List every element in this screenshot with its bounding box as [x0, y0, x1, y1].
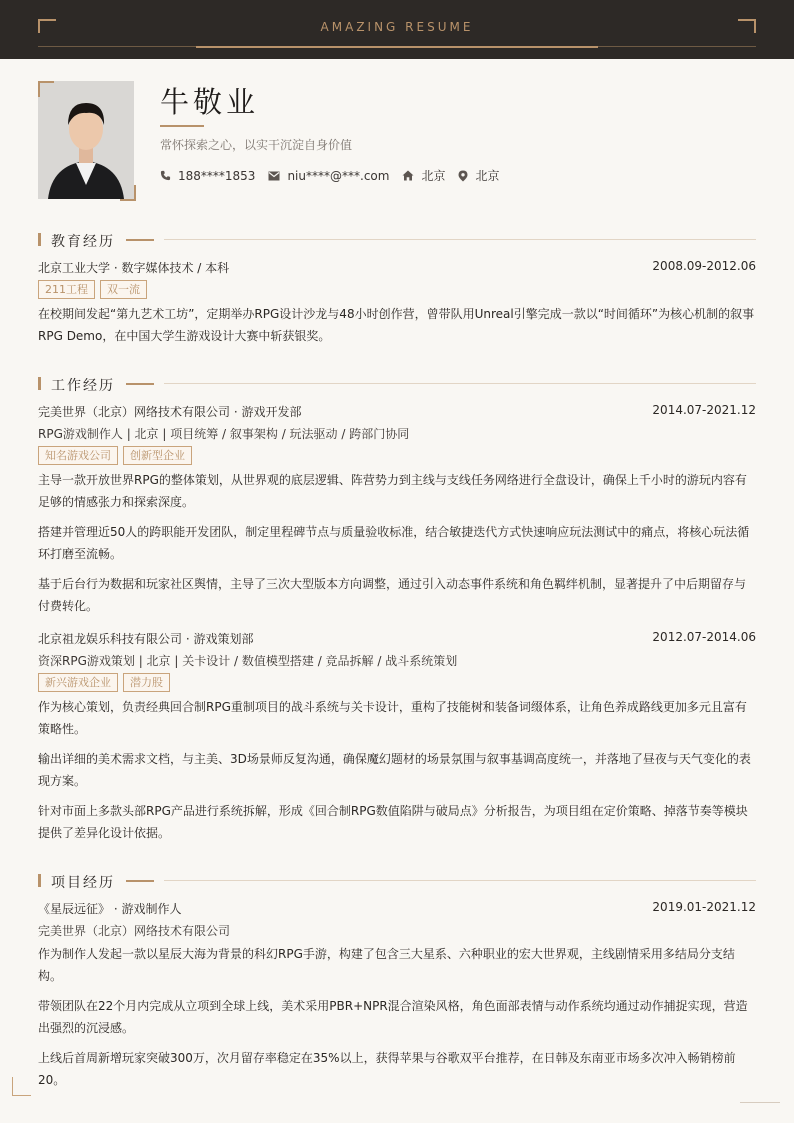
project-date: 2019.01-2021.12 [652, 900, 756, 914]
home-icon [402, 170, 414, 181]
tag: 潜力股 [123, 673, 170, 692]
portrait-illustration [38, 81, 134, 199]
section-header-projects [38, 872, 756, 891]
header-title: AMAZING RESUME [320, 20, 474, 34]
project-name: 《星辰远征》 · 游戏制作人 [38, 902, 182, 916]
phone-icon [160, 170, 171, 181]
photo-corner-ornament [120, 185, 136, 201]
avatar [38, 81, 134, 199]
section-dash [126, 880, 154, 882]
education-row [38, 259, 756, 276]
tag: 双一流 [100, 280, 147, 299]
tag: 创新型企业 [123, 446, 192, 465]
education-description: 在校期间发起“第九艺术工坊”，定期举办RPG设计沙龙与48小时创作营，曾带队用Unreal引擎完成一款以“时间循环”为核心机制的叙事RPG Demo，在中国大学生游戏设计大赛中斩获银奖。 [38, 307, 755, 343]
section-title: 工作经历 [51, 378, 115, 394]
section-title: 项目经历 [51, 875, 115, 891]
project-company: 完美世界（北京）网络技术有限公司 [38, 924, 231, 938]
name-underline [160, 125, 204, 127]
job-role: 资深RPG游戏策划 | 北京 | 关卡设计 / 数值模型搭建 / 竞品拆解 / 战斗系统策划 [38, 654, 458, 668]
section-line [164, 239, 756, 240]
email-address: niu****@***.com [287, 168, 390, 183]
footer-line [740, 1102, 780, 1103]
contact-hometown [402, 167, 445, 184]
project-bullet: 作为制作人发起一款以星辰大海为背景的科幻RPG手游，构建了包含三大星系、六种职业的宏大世界观，主线剧情采用多结局分支结构。 [38, 947, 735, 983]
tag: 新兴游戏企业 [38, 673, 118, 692]
section-line [164, 383, 756, 384]
project-bullet: 带领团队在22个月内完成从立项到全球上线，美术采用PBR+NPR混合渲染风格，角色面部表情与动作系统均通过动作捕捉实现，营造出强烈的沉浸感。 [38, 999, 748, 1035]
hometown-value: 北京 [421, 169, 446, 183]
project-row [38, 900, 756, 917]
job-bullet: 搭建并管理近50人的跨职能开发团队，制定里程碑节点与质量验收标准，结合敏捷迭代方式快速响应玩法测试中的痛点，将核心玩法循环打磨至流畅。 [38, 525, 750, 561]
job-bullet: 作为核心策划，负责经典回合制RPG重制项目的战斗系统与关卡设计，重构了技能树和装备词缀体系，让角色养成路线更加多元且富有策略性。 [38, 700, 747, 736]
job-role: RPG游戏制作人 | 北京 | 项目统筹 / 叙事架构 / 玩法驱动 / 跨部门协同 [38, 427, 410, 441]
phone-number: 188****1853 [178, 168, 256, 183]
corner-ornament-bottom-left [12, 1077, 31, 1096]
location-value: 北京 [475, 169, 500, 183]
section-header-education [38, 231, 756, 250]
section-dash [126, 383, 154, 385]
person-name: 牛敬业 [160, 85, 260, 119]
education-tags [38, 280, 152, 299]
school-name: 北京工业大学 · 数字媒体技术 / 本科 [38, 261, 230, 275]
job-bullet: 基于后台行为数据和玩家社区舆情，主导了三次大型版本方向调整，通过引入动态事件系统和角色羁绊机制，显著提升了中后期留存与付费转化。 [38, 577, 747, 613]
section-bar [38, 874, 41, 887]
job-bullet: 针对市面上多款头部RPG产品进行系统拆解，形成《回合制RPG数值陷阱与破局点》分析报告，为项目组在定价策略、掉落节奏等模块提供了差异化设计依据。 [38, 804, 748, 840]
job-date: 2012.07-2014.06 [652, 630, 756, 644]
header-divider-accent [196, 46, 598, 48]
section-title: 教育经历 [51, 234, 115, 250]
section-dash [126, 239, 154, 241]
contact-location [458, 167, 499, 184]
section-line [164, 880, 756, 881]
tag: 知名游戏公司 [38, 446, 118, 465]
contact-phone [160, 169, 255, 183]
job-bullet: 主导一款开放世界RPG的整体策划，从世界观的底层逻辑、阵营势力到主线与支线任务网络进行全盘设计，确保上千小时的游玩内容有足够的情感张力和探索深度。 [38, 473, 747, 509]
mail-icon [268, 171, 280, 181]
section-header-work [38, 375, 756, 394]
header-bar [0, 0, 794, 59]
photo-corner-ornament [38, 81, 54, 97]
section-bar [38, 377, 41, 390]
contact-info [160, 167, 512, 184]
job-tags [38, 673, 175, 692]
job-bullet: 输出详细的美术需求文档，与主美、3D场景师反复沟通，确保魔幻题材的场景氛围与叙事基调高度统一，并落地了昼夜与天气变化的表现方案。 [38, 752, 751, 788]
company-name: 北京祖龙娱乐科技有限公司 · 游戏策划部 [38, 632, 254, 646]
education-date: 2008.09-2012.06 [652, 259, 756, 273]
section-bar [38, 233, 41, 246]
company-name: 完美世界（北京）网络技术有限公司 · 游戏开发部 [38, 405, 302, 419]
tag: 211工程 [38, 280, 95, 299]
location-pin-icon [458, 170, 468, 182]
contact-email [268, 169, 389, 183]
job-tags [38, 446, 197, 465]
job-row [38, 403, 756, 420]
job-date: 2014.07-2021.12 [652, 403, 756, 417]
motto: 常怀探索之心，以实干沉淀自身价值 [160, 138, 353, 152]
job-row [38, 630, 756, 647]
project-bullet: 上线后首周新增玩家突破300万，次月留存率稳定在35%以上，获得苹果与谷歌双平台推荐，在日韩及东南亚市场多次冲入畅销榜前20。 [38, 1051, 736, 1087]
